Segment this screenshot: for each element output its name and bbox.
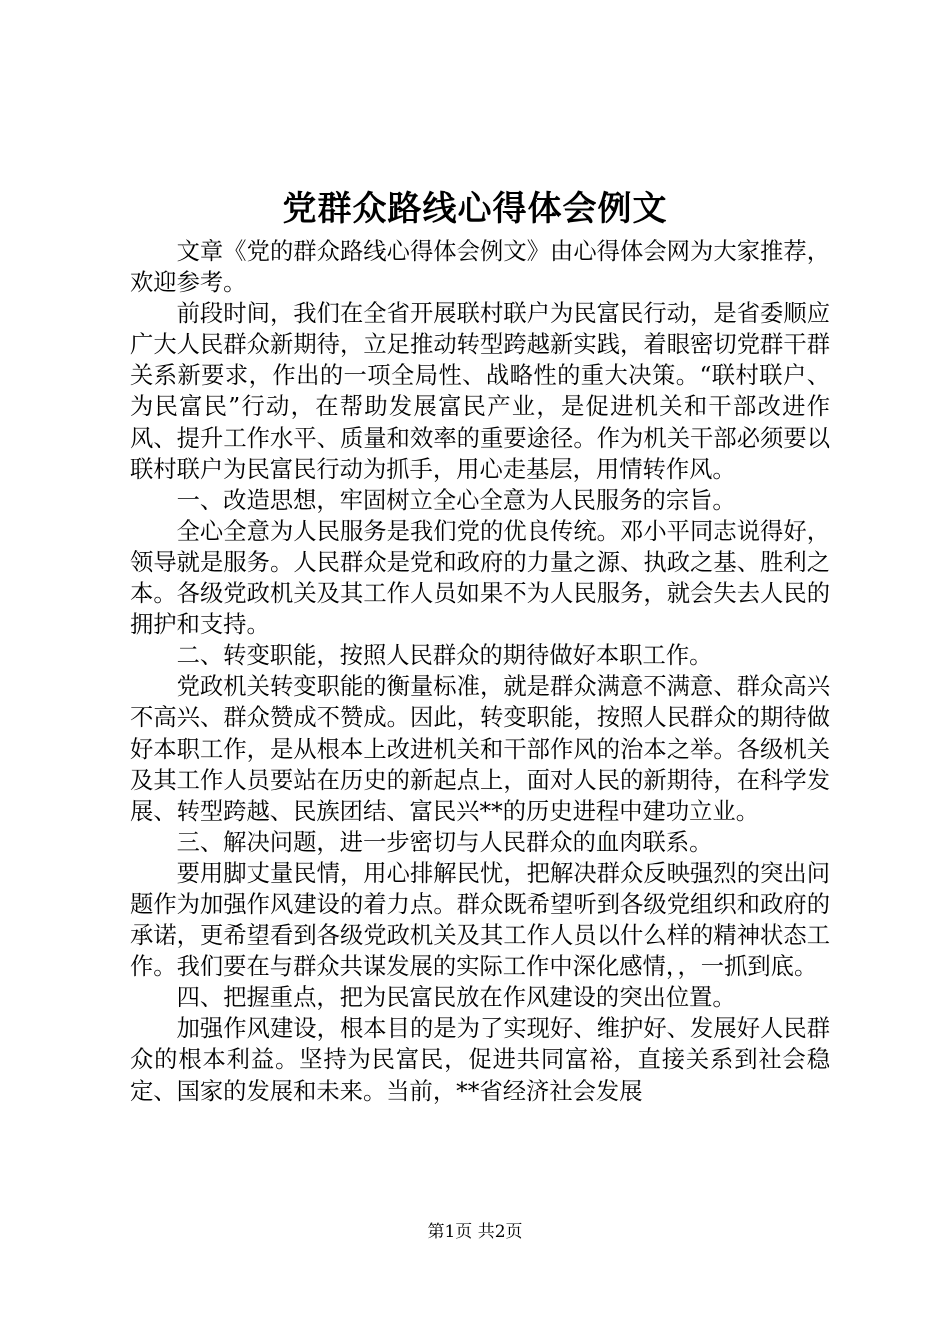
paragraph-section-4: 加强作风建设，根本目的是为了实现好、维护好、发展好人民群众的根本利益。坚持为民富民，促进共同富裕，直接关系到社会稳定、国家的发展和未来。当前，**省经济社会发展 xyxy=(130,1015,830,1105)
paragraph-section-3: 要用脚丈量民情，用心排解民忧，把解决群众反映强烈的突出问题作为加强作风建设的着力点。群众既希望听到各级党组织和政府的承诺，更希望看到各级党政机关及其工作人员以什么样的精神状态工作。我们要在与群众共谋发展的实际工作中深化感情，，一抓到底。 xyxy=(130,859,830,981)
paragraph-section-2: 党政机关转变职能的衡量标准，就是群众满意不满意、群众高兴不高兴、群众赞成不赞成。因此，转变职能，按照人民群众的期待做好本职工作，是从根本上改进机关和干部作风的治本之举。各级机关及其工作人员要站在历史的新起点上，面对人民的新期待，在科学发展、转型跨越、民族团结、富民兴**的历史进程中建功立业。 xyxy=(130,673,830,825)
section-heading-4: 四、把握重点，把为民富民放在作风建设的突出位置。 xyxy=(176,984,736,1012)
section-heading-1: 一、改造思想，牢固树立全心全意为人民服务的宗旨。 xyxy=(176,486,736,514)
document-title: 党群众路线心得体会例文 xyxy=(282,189,668,229)
section-heading-2: 二、转变职能，按照人民群众的期待做好本职工作。 xyxy=(176,642,713,670)
section-heading-3: 三、解决问题，进一步密切与人民群众的血肉联系。 xyxy=(176,828,713,856)
paragraph-section-1: 全心全意为人民服务是我们党的优良传统。邓小平同志说得好，领导就是服务。人民群众是党和政府的力量之源、执政之基、胜利之本。各级党政机关及其工作人员如果不为人民服务，就会失去人民的拥护和支持。 xyxy=(130,517,830,639)
document-body xyxy=(130,236,830,1107)
paragraph-intro: 文章《党的群众路线心得体会例文》由心得体会网为大家推荐，欢迎参考。 xyxy=(130,238,830,297)
paragraph-background: 前段时间，我们在全省开展联村联户为民富民行动，是省委顺应广大人民群众新期待，立足推动转型跨越新实践，着眼密切党群干群关系新要求，作出的一项全局性、战略性的重大决策。“联村联户、为民富民”行动，在帮助发展富民产业，是促进机关和干部改进作风、提升工作水平、质量和效率的重要途径。作为机关干部必须要以联村联户为民富民行动为抓手，用心走基层，用情转作风。 xyxy=(130,300,830,483)
page-number-footer: 第1页 共2页 xyxy=(427,1222,523,1242)
